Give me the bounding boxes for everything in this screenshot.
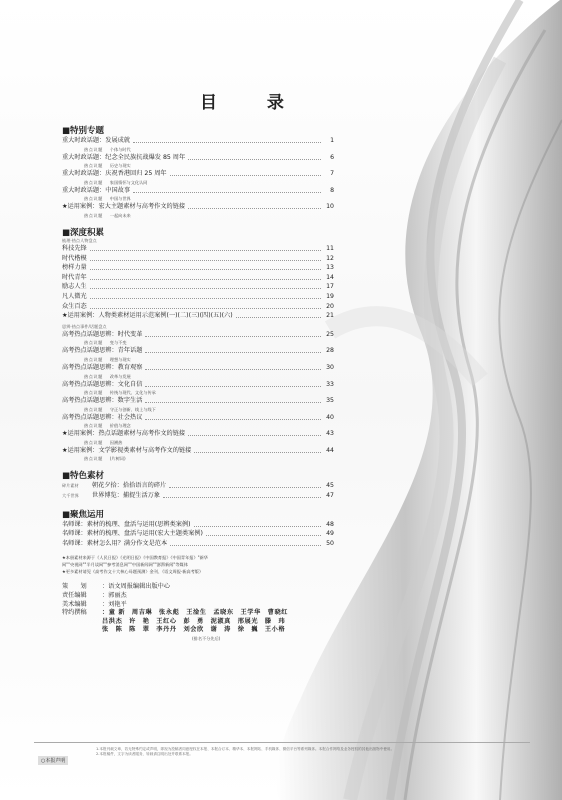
toc-entry-title: 科技先锋 — [62, 244, 87, 252]
staff-order-note: (排名不分先后) — [192, 636, 221, 641]
toc-entry-title: 凡人微光 — [62, 292, 87, 300]
leader-dots — [90, 250, 321, 251]
toc-entry[interactable] — [62, 202, 334, 212]
staff-label: 责任编辑 — [62, 592, 87, 600]
topic-note — [84, 455, 334, 462]
leader-dots — [170, 545, 321, 546]
toc-entry-title: 励志人生 — [62, 283, 87, 291]
toc-entry-title: ★运用案例：热点话题素材与高考作文的链接 — [62, 430, 186, 438]
toc-entry-page: 12 — [326, 254, 334, 262]
toc-entry-title: ★运用案例：宏大主题素材与高考作文的链接 — [62, 203, 186, 211]
leader-dots — [170, 175, 321, 176]
leader-dots — [194, 526, 321, 527]
leader-dots — [133, 142, 321, 143]
topic-note-key: 热点议题 — [84, 163, 103, 169]
toc-entry-title: 高考热点话题思辨：数字生活 — [62, 397, 143, 405]
section-heading-text: ■特色素材 — [62, 471, 105, 482]
leader-dots — [90, 308, 321, 309]
toc-entry-page: 8 — [330, 186, 334, 194]
feature-tag: 碎片素材 — [62, 483, 79, 489]
staff-label: 美术编辑 — [62, 600, 87, 608]
toc-entry-title: 名师课：素材的梳理、盘活与运用(宏大主题类案例) — [62, 530, 203, 538]
toc-entry-title: 高考热点话题思辨：时代变革 — [62, 330, 143, 338]
leader-dots — [145, 336, 321, 337]
toc-entry-page: 35 — [326, 397, 334, 405]
toc-entry-title: ★运用案例：文学影视类素材与高考作文的链接 — [62, 446, 192, 454]
topic-note — [84, 162, 334, 169]
leader-dots — [206, 535, 321, 536]
topic-note-key: 热点议题 — [84, 212, 103, 218]
topic-note — [84, 146, 334, 153]
toc-entry[interactable] — [62, 520, 334, 530]
toc-entry-title: 世界博览：捕捉生活万象 — [92, 492, 161, 500]
topic-note-value: 中国与世界 — [109, 196, 131, 202]
topic-note-value: 因溯热 — [109, 439, 123, 445]
leader-dots — [90, 279, 321, 280]
toc-entry-title: 时代青年 — [62, 273, 87, 281]
toc-entry-title: 名师课：素材的梳理、盘活与运用(思辨类案例) — [62, 520, 191, 528]
topic-note-value: (片树词) — [109, 456, 126, 462]
toc-entry-page: 20 — [326, 302, 334, 310]
leader-dots — [145, 419, 321, 420]
toc-entry-title: 榜样力量 — [62, 264, 87, 272]
section-heading-text: ■特别专题 — [62, 126, 105, 136]
toc-entry-page: 21 — [326, 312, 334, 320]
staff-writers — [62, 609, 334, 618]
leader-dots — [90, 288, 321, 289]
toc-entry[interactable] — [62, 254, 334, 264]
leader-dots — [188, 435, 321, 436]
footer-statement — [34, 742, 530, 769]
topic-note-key: 热点议题 — [84, 439, 103, 445]
toc-entry-page: 33 — [326, 380, 334, 388]
leader-dots — [145, 369, 321, 370]
topic-note-key: 热点议题 — [84, 146, 103, 152]
staff-writers-line: 张 陈 陈 翠 李丹丹 刘会欣 谢 涛 徐 巍 王小格 — [102, 626, 286, 634]
topic-note-key: 热点议题 — [84, 390, 103, 396]
leader-dots — [145, 352, 321, 353]
leader-dots — [90, 269, 321, 270]
toc-entry[interactable] — [62, 186, 334, 196]
page-title: 目 录 — [200, 93, 306, 113]
toc-entry-page: 17 — [326, 283, 334, 291]
toc-entry[interactable] — [62, 539, 334, 549]
topic-note — [84, 439, 334, 446]
toc-entry-title: 重大时政话题：庆祝香港回归 25 周年 — [62, 170, 167, 178]
topic-note-key: 热点议题 — [84, 340, 103, 346]
section-heading-text: ■聚焦运用 — [62, 509, 105, 520]
toc-entry-page: 25 — [326, 330, 334, 338]
topic-note-value: 理想与现实 — [109, 356, 131, 362]
leader-dots — [194, 452, 321, 453]
toc-entry[interactable] — [62, 302, 334, 312]
toc-entry[interactable] — [62, 413, 334, 423]
subsection-label: 梳理·热点人物盘点 — [62, 237, 97, 243]
topic-note — [84, 389, 334, 396]
section-heading — [62, 124, 334, 136]
leader-dots — [145, 386, 321, 387]
sources-line: 网""央视网""半月谈网""参考消息网""中国新闻网""澎湃新闻"等媒体 — [62, 562, 188, 568]
toc-entry[interactable] — [62, 136, 334, 146]
toc-entry-page: 47 — [326, 492, 334, 500]
feature-tag: 大千世界 — [62, 493, 79, 499]
footer-line-1: 1.本报刊载文章，若无特殊约定或声明，即视为投稿者同意授权在本报、本报合订本、精华本、本报网站、手机媒体、微信平台等系列媒体。本报合作网络及业务授权的其他出版物中使用。 — [96, 747, 395, 751]
toc-entry[interactable] — [62, 363, 334, 373]
toc-entry[interactable] — [62, 311, 334, 321]
leader-dots — [90, 260, 321, 261]
toc-entry-title: 重大时政话题：中国故事 — [62, 186, 131, 194]
leader-dots — [169, 487, 321, 488]
topic-note — [84, 195, 334, 202]
sources-line: ★本册素材来源于《人民日报》《光明日报》《中国教育报》《中国青年报》"新华 — [62, 555, 208, 561]
toc-entry-title: 高考热点话题思辨：社会热议 — [62, 413, 143, 421]
staff-editor — [62, 592, 334, 601]
toc-entry[interactable] — [62, 346, 334, 356]
toc-entry-page: 1 — [330, 137, 334, 144]
toc-entry-page: 43 — [326, 430, 334, 438]
topic-note-key: 热点议题 — [84, 373, 103, 379]
toc-entry-page: 30 — [326, 363, 334, 371]
staff-credits — [62, 583, 334, 643]
topic-note-value: 变与不变 — [109, 340, 127, 346]
leader-dots — [133, 192, 321, 193]
leader-dots — [163, 497, 321, 498]
topic-note-value: 价值与理念 — [109, 423, 131, 429]
toc-entry[interactable] — [62, 330, 334, 340]
toc-entry-page: 50 — [326, 539, 334, 547]
toc-entry-title: ★运用案例：人物类素材运用示范案例(一)(二)(三)(四)(五)(六) — [62, 312, 233, 320]
leader-dots — [236, 317, 321, 318]
toc-entry-page: 40 — [326, 413, 334, 421]
topic-note — [84, 373, 334, 380]
toc-entry[interactable] — [62, 292, 334, 302]
topic-note — [84, 179, 334, 186]
toc-entry-page: 19 — [326, 292, 334, 300]
toc-entry-page: 28 — [326, 347, 334, 355]
footer-badge: ○本报声明 — [38, 756, 68, 765]
toc-entry-page: 14 — [326, 273, 334, 281]
staff-label: 特约撰稿 — [62, 609, 87, 617]
topic-note-key: 热点议题 — [84, 179, 103, 185]
toc-entry[interactable] — [62, 273, 334, 283]
topic-note-value: 改革与发展 — [109, 373, 131, 379]
section-heading — [62, 226, 334, 238]
toc-entry-page: 6 — [330, 153, 334, 161]
toc-entry-page: 7 — [330, 170, 334, 178]
topic-note-key: 热点议题 — [84, 196, 103, 202]
toc-entry-title: 众生百态 — [62, 302, 87, 310]
section-heading — [62, 469, 334, 481]
footer-text — [96, 747, 526, 757]
toc-entry[interactable] — [62, 529, 334, 539]
leader-dots — [90, 298, 321, 299]
topic-note-value: 家国情怀与文化认同 — [109, 179, 148, 185]
topic-note-key: 热点议题 — [84, 423, 103, 429]
section-heading — [62, 508, 334, 520]
toc-entry[interactable] — [62, 380, 334, 390]
footer-line-2: 2.本报稿件，文字为读者服务，转载请注明出处并联系本报。 — [96, 752, 193, 756]
toc-entry[interactable] — [62, 244, 334, 254]
topic-note — [84, 422, 334, 429]
sources-line: ★更多素材请见《高考作文十大核心母题预测》金刊、《语文周报·新高考版》 — [62, 569, 204, 575]
toc-entry-page: 10 — [326, 203, 334, 211]
toc-entry[interactable] — [62, 429, 334, 439]
staff-planning — [62, 583, 334, 592]
topic-note — [84, 212, 334, 219]
staff-writers-line: ：童 新 周吉琳 张永彪 王淦生 孟晓东 王学华 曹晓红 — [102, 609, 289, 617]
section-heading-text: ■深度积累 — [62, 227, 105, 238]
topic-note-key: 热点议题 — [84, 356, 103, 362]
toc-entry-title: 朝花夕拾：拾拾语言的碎片 — [92, 482, 167, 490]
toc-entry-page: 48 — [326, 520, 334, 528]
topic-note-value: 传统与现代、文化与传承 — [109, 390, 156, 396]
staff-value: ：郭丽杰 — [102, 592, 127, 600]
toc-entry-title: 高考热点话题思辨：青年话题 — [62, 347, 143, 355]
toc-entry-title: 重大时政话题：发展成就 — [62, 137, 131, 144]
toc-entry-page: 44 — [326, 446, 334, 454]
staff-value: ：刘艳平 — [102, 600, 127, 608]
toc-entry-page: 11 — [326, 244, 334, 252]
topic-note — [84, 406, 334, 413]
toc-feature-entry[interactable] — [62, 491, 334, 501]
toc-entry-title: 高考热点话题思辨：文化自信 — [62, 380, 143, 388]
toc-entry-title: 高考热点话题思辨：教育观察 — [62, 363, 143, 371]
topic-note-key: 热点议题 — [84, 456, 103, 462]
sources-note — [62, 554, 334, 575]
toc-entry-page: 13 — [326, 264, 334, 272]
topic-note-value: 守正与创新、线上与线下 — [109, 406, 156, 412]
toc-feature-entry[interactable] — [62, 481, 334, 491]
toc-entry[interactable] — [62, 446, 334, 456]
toc-entry-page: 45 — [326, 482, 334, 490]
staff-art-editor — [62, 601, 334, 610]
toc-entry[interactable] — [62, 282, 334, 292]
toc-entry[interactable] — [62, 153, 334, 163]
toc-entry-title: 时代楷模 — [62, 254, 87, 262]
topic-note — [84, 356, 334, 363]
toc-entry[interactable] — [62, 396, 334, 406]
topic-note-value: 一起向未来 — [109, 212, 131, 218]
staff-label: 策 划 — [62, 583, 87, 591]
toc-entry[interactable] — [62, 263, 334, 273]
staff-writers-line: 吕洪杰 许 艳 王红心 彭 勇 泥淑真 邢展光 滕 玮 — [102, 617, 286, 625]
topic-note — [84, 339, 334, 346]
toc-entry[interactable] — [62, 169, 334, 179]
topic-note-key: 热点议题 — [84, 406, 103, 412]
toc-entry-title: 重大时政话题：纪念全民族抗战爆发 85 周年 — [62, 153, 186, 161]
staff-value: ：语文周报编辑出版中心 — [102, 583, 171, 591]
topic-note-value: 个体与时代 — [109, 146, 131, 152]
subsection-label: 思辨·热点事件/话题盘点 — [62, 323, 107, 329]
toc-entry-title: 名师课：素材怎么用？满分作文是范本 — [62, 539, 168, 547]
leader-dots — [145, 402, 321, 403]
toc-entry-page: 49 — [326, 530, 334, 538]
toc-content — [62, 117, 334, 644]
topic-note-value: 历史与现实 — [109, 163, 131, 169]
leader-dots — [188, 159, 321, 160]
leader-dots — [188, 208, 321, 209]
